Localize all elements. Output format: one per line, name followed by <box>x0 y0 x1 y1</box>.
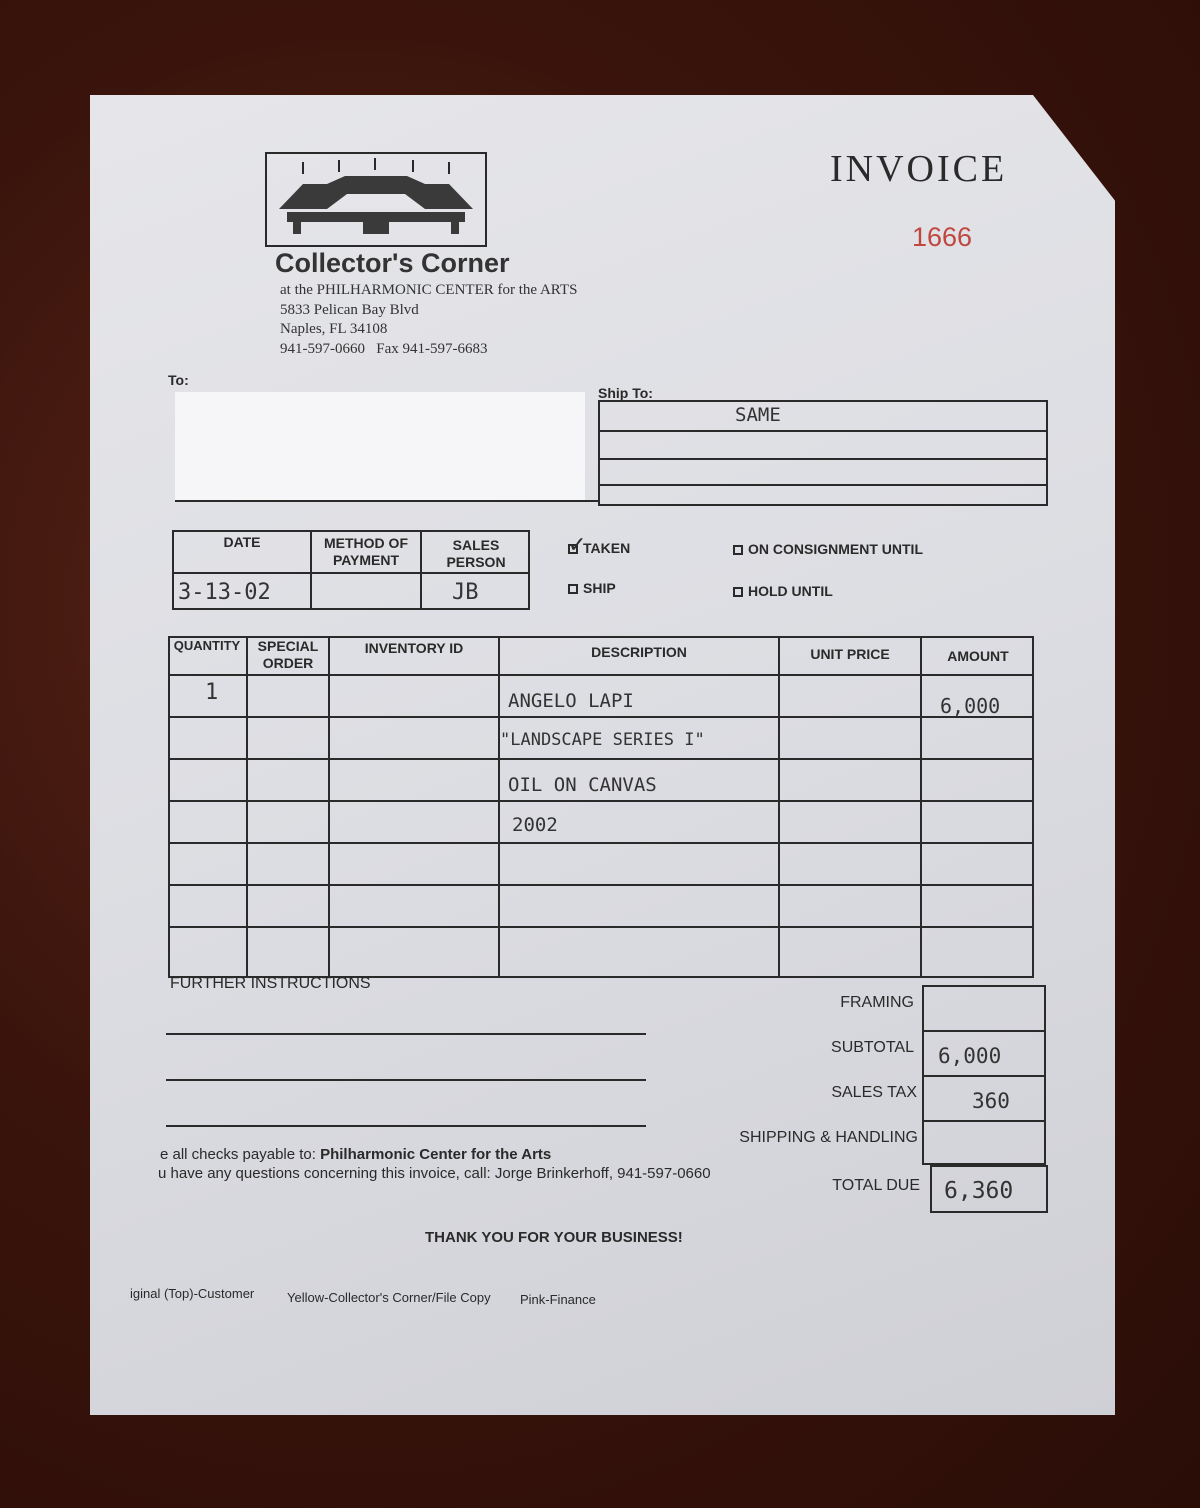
consignment-label: ON CONSIGNMENT UNTIL <box>748 541 923 557</box>
date-value: 3-13-02 <box>178 580 271 605</box>
description-line: "LANDSCAPE SERIES I" <box>500 730 705 750</box>
description-line: 2002 <box>512 814 558 836</box>
unit-price-header: UNIT PRICE <box>810 646 890 662</box>
instructions-line <box>166 1079 646 1081</box>
checkbox-icon[interactable] <box>568 584 578 594</box>
divider <box>168 842 1034 844</box>
further-instructions-label: FURTHER INSTRUCTIONS <box>170 975 371 992</box>
special-order-header: SPECIAL ORDER <box>257 638 319 671</box>
copy-distribution: Pink-Finance <box>520 1292 596 1307</box>
checks-payee: Philharmonic Center for the Arts <box>320 1146 552 1163</box>
divider <box>598 430 1048 432</box>
divider <box>420 530 422 610</box>
philharmonic-building-logo <box>265 152 487 247</box>
divider <box>922 1120 1046 1122</box>
ship-option[interactable] <box>568 580 616 596</box>
sales-tax-value: 360 <box>972 1089 1010 1113</box>
divider <box>922 1075 1046 1077</box>
description-line: ANGELO LAPI <box>508 690 634 712</box>
quantity-value: 1 <box>205 680 219 705</box>
address-line: 5833 Pelican Bay Blvd <box>280 302 419 318</box>
description-header: DESCRIPTION <box>591 644 687 660</box>
checks-payable-text: e all checks payable to: <box>160 1146 321 1163</box>
divider <box>168 884 1034 886</box>
divider <box>598 458 1048 460</box>
sales-tax-label: SALES TAX <box>831 1084 917 1101</box>
amount-value: 6,000 <box>940 694 1001 718</box>
consignment-option[interactable] <box>733 541 923 557</box>
divider <box>168 758 1034 760</box>
payment-header: METHOD OF PAYMENT <box>324 535 408 568</box>
address-line: Naples, FL 34108 <box>280 321 388 337</box>
ship-to-value: SAME <box>735 404 781 426</box>
hold-label: HOLD UNTIL <box>748 583 833 599</box>
phone-fax: 941-597-0660 Fax 941-597-6683 <box>280 341 488 357</box>
checkbox-icon[interactable] <box>733 587 743 597</box>
questions-note: u have any questions concerning this invoice, call: Jorge Brinkerhoff, 941-597-0660 <box>158 1165 711 1182</box>
brand-name: Collector's Corner <box>275 248 510 278</box>
redacted-recipient <box>175 392 585 500</box>
divider <box>598 484 1048 486</box>
quantity-header: QUANTITY <box>173 638 241 653</box>
checkbox-icon[interactable] <box>733 545 743 555</box>
total-due-value: 6,360 <box>944 1178 1014 1204</box>
address-line: at the PHILHARMONIC CENTER for the ARTS <box>280 282 578 298</box>
taken-label: TAKEN <box>583 540 631 556</box>
sales-person-value: JB <box>452 580 479 605</box>
divider <box>168 800 1034 802</box>
divider <box>168 716 1034 718</box>
shipping-handling-label: SHIPPING & HANDLING <box>739 1129 918 1146</box>
checks-payable-note <box>160 1146 551 1163</box>
amount-header: AMOUNT <box>947 648 1009 664</box>
instructions-line <box>166 1125 646 1127</box>
thank-you-message: THANK YOU FOR YOUR BUSINESS! <box>425 1229 683 1246</box>
invoice-title: INVOICE <box>830 148 1008 190</box>
divider <box>168 674 1034 676</box>
subtotal-label: SUBTOTAL <box>831 1039 914 1056</box>
ship-to-label: Ship To: <box>598 385 653 401</box>
copy-distribution: iginal (Top)-Customer <box>130 1286 255 1301</box>
instructions-line <box>166 1033 646 1035</box>
framing-label: FRAMING <box>840 994 914 1011</box>
to-label: To: <box>168 372 189 388</box>
description-line: OIL ON CANVAS <box>508 774 657 796</box>
checkmark-icon: ✓ <box>568 532 587 557</box>
invoice-number: 1666 <box>912 222 973 252</box>
copy-distribution: Yellow-Collector's Corner/File Copy <box>287 1290 491 1305</box>
date-header: DATE <box>223 534 261 550</box>
divider <box>172 572 530 574</box>
divider <box>922 1030 1046 1032</box>
ship-to-box <box>598 400 1048 506</box>
ship-label: SHIP <box>583 580 616 596</box>
total-due-label: TOTAL DUE <box>832 1177 920 1194</box>
divider <box>168 926 1034 928</box>
subtotal-value: 6,000 <box>938 1044 1002 1068</box>
sales-person-header: SALES PERSON <box>446 537 506 570</box>
inventory-id-header: INVENTORY ID <box>364 640 464 656</box>
divider <box>175 500 600 502</box>
hold-option[interactable] <box>733 583 833 599</box>
